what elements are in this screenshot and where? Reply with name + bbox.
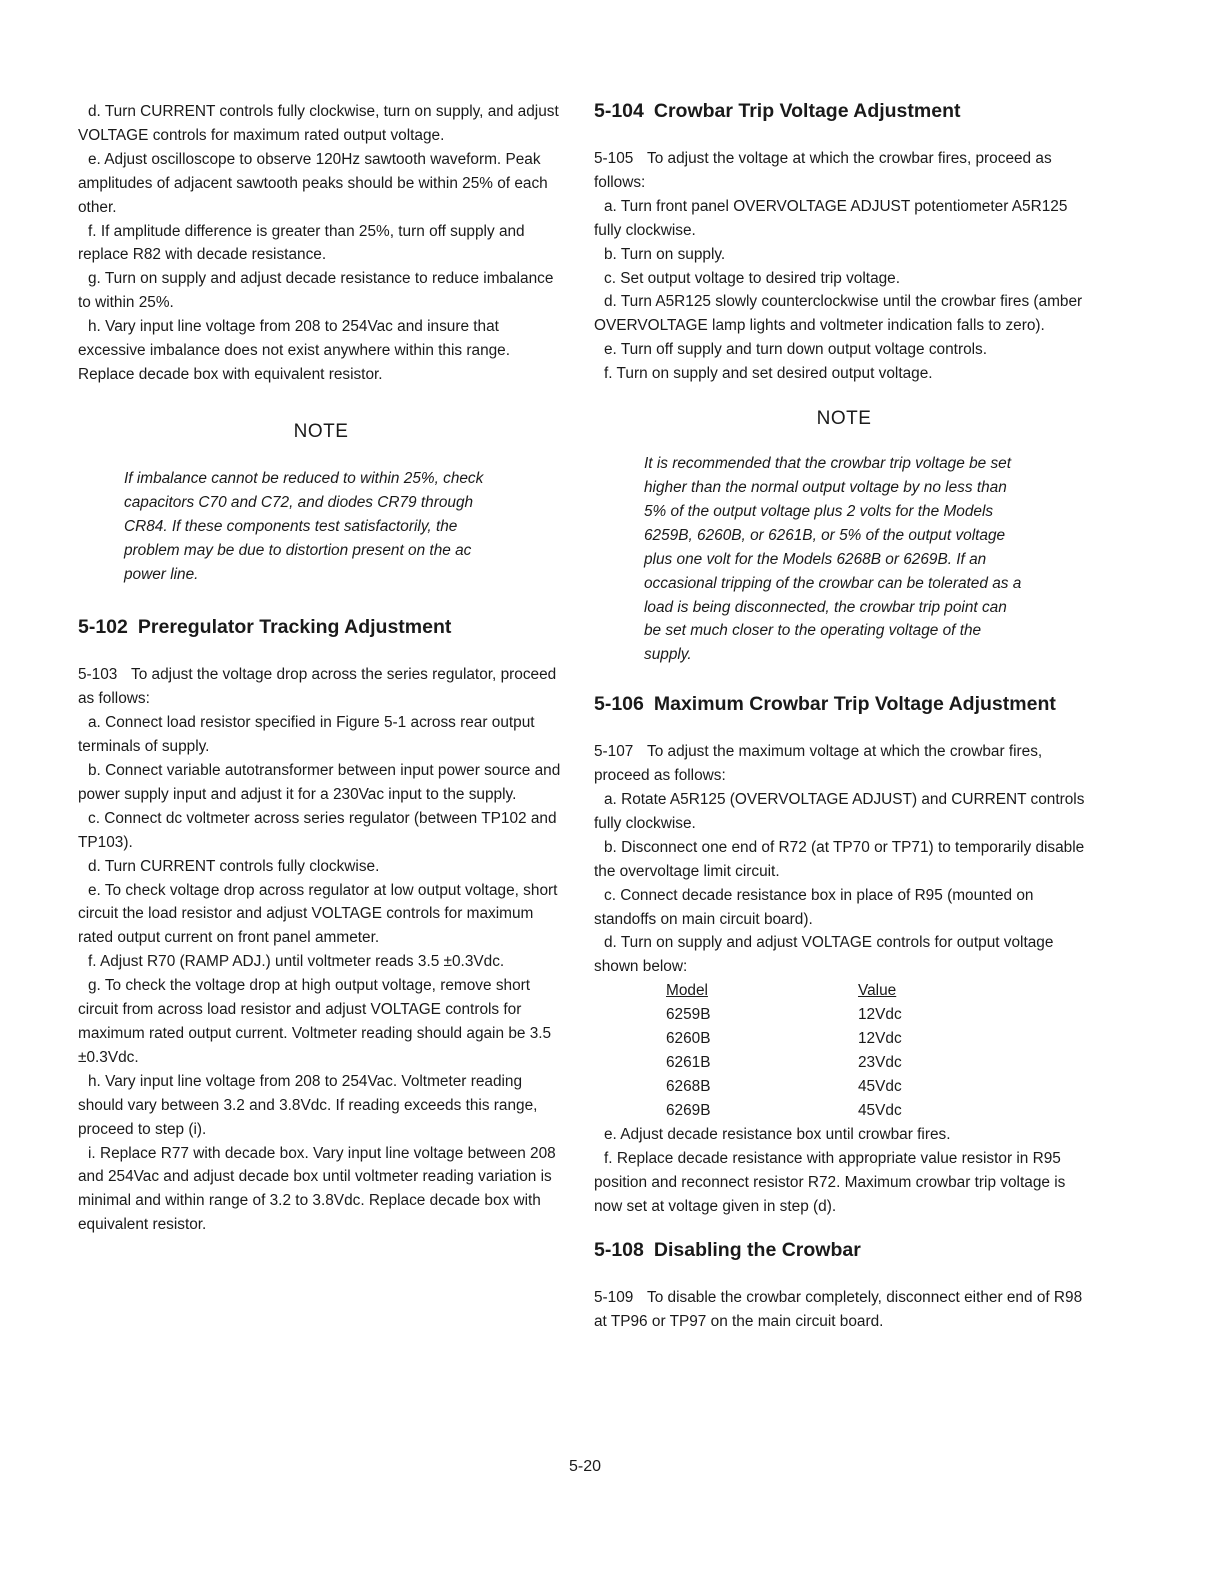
table-row — [666, 1099, 902, 1123]
table-row — [666, 1027, 902, 1051]
section-heading: 5-106 Maximum Crowbar Trip Voltage Adjustment — [594, 693, 1056, 716]
value-cell: 23Vdc — [858, 1054, 902, 1072]
model-cell: 6261B — [666, 1054, 711, 1072]
step-paragraph: d. Turn CURRENT controls fully clockwise. — [88, 857, 380, 875]
step-paragraph: e. To check voltage drop across regulator at low output voltage, short circuit the load resistor and adjust VOLTAGE controls for maximum rated output current on front panel ammeter. — [78, 881, 558, 947]
step-paragraph: a. Rotate A5R125 (OVERVOLTAGE ADJUST) and CURRENT controls fully clockwise. — [594, 791, 1085, 832]
step-paragraph: e. Adjust decade resistance box until crowbar fires. — [604, 1126, 951, 1144]
note-box — [124, 467, 484, 587]
value-cell: 45Vdc — [858, 1102, 902, 1120]
step-paragraph: h. Vary input line voltage from 208 to 254Vac. Voltmeter reading should vary between 3.2 and 3.8Vdc. If reading exceeds this range, proceed to step (i). — [78, 1072, 538, 1138]
step-paragraph: f. If amplitude difference is greater than 25%, turn off supply and replace R82 with decade resistance. — [78, 222, 525, 264]
step-paragraph: a. Connect load resistor specified in Figure 5-1 across rear output terminals of supply. — [78, 714, 535, 756]
value-cell: 12Vdc — [858, 1030, 902, 1048]
section-heading: 5-104 Crowbar Trip Voltage Adjustment — [594, 100, 961, 122]
step-paragraph: c. Set output voltage to desired trip voltage. — [604, 269, 901, 287]
section-intro: 5-105 To adjust the voltage at which the crowbar fires, proceed as follows: — [594, 150, 1052, 191]
model-voltage-table — [666, 979, 902, 1123]
step-paragraph: h. Vary input line voltage from 208 to 254Vac and insure that excessive imbalance does not exist anywhere within this range. Replace decade box with equivalent resistor. — [78, 318, 511, 383]
step-paragraph: f. Replace decade resistance with appropriate value resistor in R95 position and reconnect resistor R72. Maximum crowbar trip voltage is now set at voltage given in step (d). — [594, 1150, 1066, 1215]
step-paragraph: b. Disconnect one end of R72 (at TP70 or TP71) to temporarily disable the overvoltage limit circuit. — [594, 838, 1085, 880]
note-box — [644, 452, 1024, 667]
step-paragraph: i. Replace R77 with decade box. Vary input line voltage between 208 and 254Vac and adjust decade box until voltmeter reading variation is minimal and within range of 3.2 to 3.8Vdc. Replace decade box with equivalent resistor. — [78, 1144, 556, 1234]
model-cell: 6259B — [666, 1006, 711, 1024]
section-intro: 5-109 To disable the crowbar completely, disconnect either end of R98 at TP96 or TP97 on the main circuit board. — [594, 1288, 1083, 1330]
step-paragraph: f. Adjust R70 (RAMP ADJ.) until voltmeter reads 3.5 ±0.3Vdc. — [88, 953, 505, 971]
step-paragraph: b. Turn on supply. — [604, 245, 726, 263]
note-title: NOTE — [816, 408, 872, 430]
section-heading: 5-108 Disabling the Crowbar — [594, 1238, 861, 1261]
step-paragraph: d. Turn on supply and adjust VOLTAGE controls for output voltage shown below: — [594, 934, 1054, 976]
model-cell: 6269B — [666, 1102, 711, 1120]
value-cell: 12Vdc — [858, 1006, 902, 1024]
step-paragraph: a. Turn front panel OVERVOLTAGE ADJUST potentiometer A5R125 fully clockwise. — [594, 197, 1068, 239]
section-intro: 5-103 To adjust the voltage drop across the series regulator, proceed as follows: — [78, 666, 557, 708]
table-row — [666, 1075, 902, 1099]
table-header-row — [666, 979, 902, 1003]
step-paragraph: c. Connect dc voltmeter across series regulator (between TP102 and TP103). — [78, 809, 557, 851]
step-paragraph: d. Turn A5R125 slowly counterclockwise until the crowbar fires (amber OVERVOLTAGE lamp lights and voltmeter indication falls to zero). — [594, 293, 1083, 335]
step-paragraph: f. Turn on supply and set desired output voltage. — [604, 365, 933, 383]
step-paragraph: e. Adjust oscilloscope to observe 120Hz sawtooth waveform. Peak amplitudes of adjacent sawtooth peaks should be within 25% of each other. — [78, 150, 548, 216]
table-row — [666, 1051, 902, 1075]
column-header-value: Value — [858, 982, 897, 1000]
step-paragraph: b. Connect variable autotransformer between input power source and power supply input and adjust it for a 230Vac input to the supply. — [78, 762, 561, 803]
note-text: It is recommended that the crowbar trip voltage be set higher than the normal output voltage by no less than 5% of the output voltage plus 2 volts for the Models 6259B, 6260B, or 6261B, or 5% of the output voltage plus one volt for the Models 6268B or 6269B. If an occasional tripping of the crowbar can be tolerated as a load is being disconnected, the crowbar trip point can be set much closer to the operating voltage of the supply. — [644, 455, 1022, 664]
step-paragraph: g. Turn on supply and adjust decade resistance to reduce imbalance to within 25%. — [78, 270, 554, 312]
left-column — [78, 100, 564, 1237]
note-title: NOTE — [293, 420, 349, 442]
step-paragraph: g. To check the voltage drop at high output voltage, remove short circuit from across load resistor and adjust VOLTAGE controls for maximum rated output current. Voltmeter reading should again be 3.5 ±0.3Vdc. — [78, 977, 552, 1066]
step-paragraph: e. Turn off supply and turn down output voltage controls. — [604, 341, 988, 359]
section-heading: 5-102 Preregulator Tracking Adjustment — [78, 616, 452, 639]
column-header-model: Model — [666, 982, 708, 1000]
note-text: If imbalance cannot be reduced to within 25%, check capacitors C70 and C72, and diodes CR79 through CR84. If these components test satisfactorily, the problem may be due to distortion present on the ac power line. — [124, 469, 484, 583]
table-row — [666, 1003, 902, 1027]
model-cell: 6260B — [666, 1030, 711, 1048]
step-paragraph: c. Connect decade resistance box in place of R95 (mounted on standoffs on main circuit board). — [594, 886, 1034, 928]
model-cell: 6268B — [666, 1078, 711, 1096]
page-number: 5-20 — [568, 1458, 602, 1475]
section-intro: 5-107 To adjust the maximum voltage at which the crowbar fires, proceed as follows: — [594, 743, 1043, 785]
right-column — [594, 100, 1094, 1334]
value-cell: 45Vdc — [858, 1078, 902, 1096]
step-paragraph: d. Turn CURRENT controls fully clockwise, turn on supply, and adjust VOLTAGE controls for maximum rated output voltage. — [78, 103, 559, 144]
